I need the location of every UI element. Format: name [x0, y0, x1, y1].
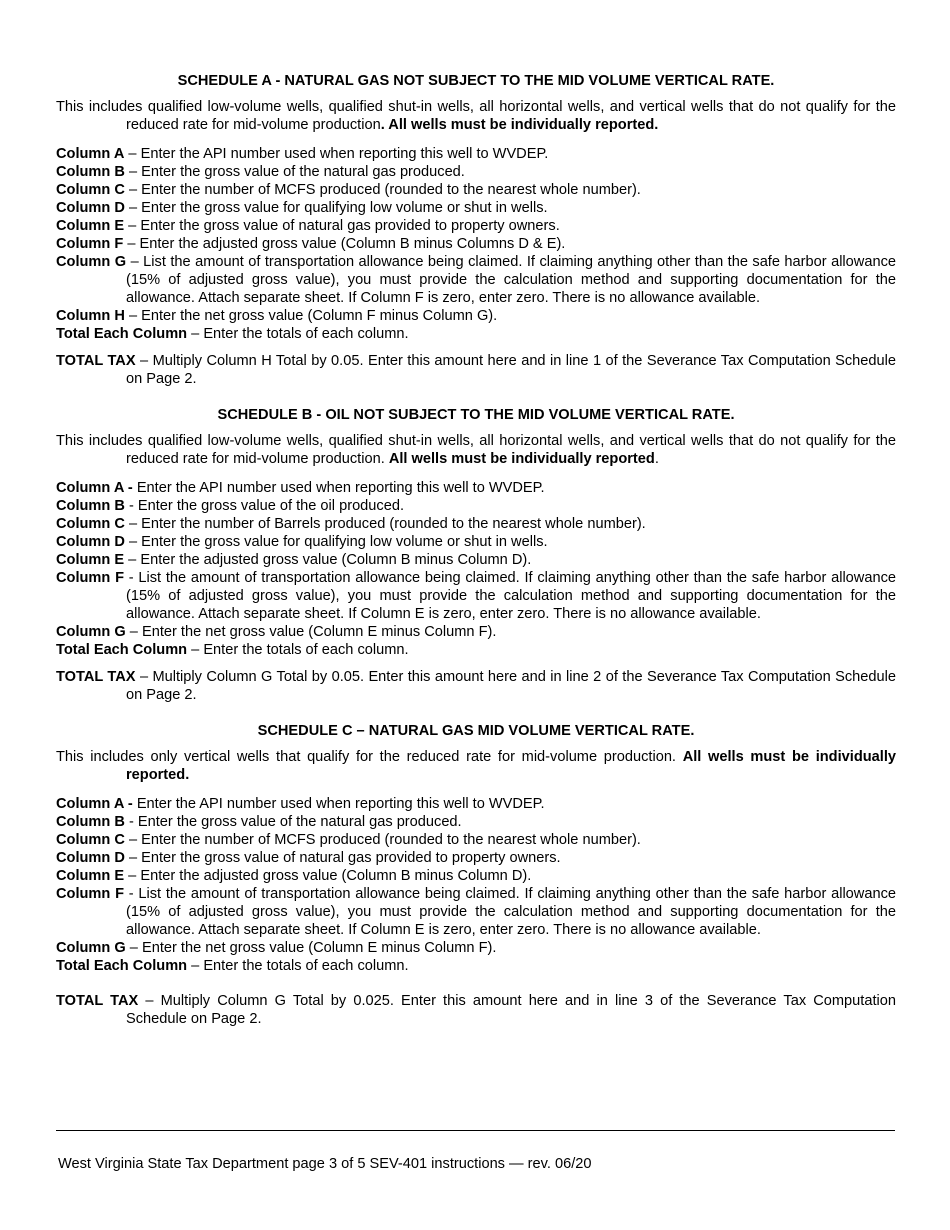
total-tax-label: TOTAL TAX	[56, 669, 136, 685]
item-sep: -	[124, 814, 138, 830]
item-text: List the amount of transportation allowance being claimed. If claiming anything other than the safe harbor allowance (15% of adjusted gross value), you must provide the calculation method and supporting documentation for the allowance. Attach separate sheet. If Column E is zero, enter zero. There is no allowance available.	[126, 570, 896, 622]
schedule-c-column-g	[56, 939, 896, 957]
schedule-c-column-c	[56, 831, 896, 849]
item-sep: -	[124, 498, 138, 514]
item-sep: –	[187, 326, 204, 342]
item-label: Column C	[56, 832, 125, 848]
footer-divider	[56, 1130, 895, 1131]
total-tax-text: – Multiply Column G Total by 0.05. Enter this amount here and in line 2 of the Severance Tax Computation Schedule on Page 2.	[126, 669, 896, 703]
item-text: Enter the number of MCFS produced (rounded to the nearest whole number).	[141, 182, 641, 198]
item-text: Enter the net gross value (Column F minus Column G).	[141, 308, 498, 324]
item-text: Enter the totals of each column.	[203, 326, 409, 342]
schedule-a-column-f	[56, 235, 896, 253]
schedule-a-column-g	[56, 253, 896, 307]
item-label: Column E	[56, 868, 125, 884]
item-sep: –	[187, 642, 204, 658]
schedule-c-column-e	[56, 867, 896, 885]
item-text: Enter the gross value for qualifying low volume or shut in wells.	[141, 200, 548, 216]
item-text: Enter the totals of each column.	[203, 958, 409, 974]
item-label: Column C	[56, 516, 125, 532]
schedule-a-column-a	[56, 145, 896, 163]
schedule-c-column-b	[56, 813, 896, 831]
schedule-b-title: SCHEDULE B - OIL NOT SUBJECT TO THE MID VOLUME VERTICAL RATE.	[217, 407, 735, 423]
schedule-a-intro	[56, 98, 896, 134]
item-label: Column B	[56, 164, 125, 180]
item-sep: –	[123, 236, 140, 252]
item-sep: –	[125, 624, 142, 640]
item-label: Column E	[56, 218, 125, 234]
schedule-b-intro-text: This includes qualified low-volume wells, qualified shut-in wells, all horizontal wells, and vertical wells that do not qualify for the reduced rate for mid-volume production.	[56, 433, 896, 467]
instructions-page	[56, 72, 896, 1028]
schedule-a-total-each-column	[56, 325, 896, 343]
item-label: Total Each Column	[56, 326, 188, 342]
schedule-c-column-d	[56, 849, 896, 867]
item-text: Enter the API number used when reporting this well to WVDEP.	[140, 146, 549, 162]
schedule-a	[56, 72, 896, 388]
item-label: Column C	[56, 182, 125, 198]
schedule-c-column-a	[56, 795, 896, 813]
item-label: Column F	[56, 236, 124, 252]
item-label: Column D	[56, 850, 125, 866]
item-text: Enter the API number used when reporting this well to WVDEP.	[136, 796, 545, 812]
item-sep: –	[124, 164, 142, 180]
schedule-a-intro-bold: . All wells must be individually reported.	[380, 117, 659, 133]
item-label: Column D	[56, 534, 125, 550]
schedule-a-column-e	[56, 217, 896, 235]
item-sep: –	[125, 940, 142, 956]
item-label: Column G	[56, 254, 127, 270]
schedule-c-total-each-column	[56, 957, 896, 975]
item-text: Enter the gross value of the oil produced.	[137, 498, 404, 514]
total-tax-label: TOTAL TAX	[56, 993, 139, 1009]
item-label: Column F	[56, 570, 124, 586]
schedule-b-intro-tail: .	[654, 451, 659, 467]
schedule-c-intro-text: This includes only vertical wells that qualify for the reduced rate for mid-volume production.	[56, 749, 683, 765]
item-text: Enter the gross value for qualifying low volume or shut in wells.	[141, 534, 548, 550]
item-sep: –	[124, 552, 141, 568]
item-label: Column B	[56, 814, 125, 830]
item-text: Enter the net gross value (Column E minus Column F).	[141, 624, 497, 640]
total-tax-text: – Multiply Column H Total by 0.05. Enter this amount here and in line 1 of the Severance Tax Computation Schedule on Page 2.	[126, 353, 896, 387]
schedule-b-intro-bold: All wells must be individually reported	[388, 451, 655, 467]
schedule-a-column-c	[56, 181, 896, 199]
schedule-a-total-tax	[56, 352, 896, 388]
item-label: Column D	[56, 200, 125, 216]
page-footer: West Virginia State Tax Department page 3 of 5 SEV-401 instructions — rev. 06/20	[58, 1156, 592, 1172]
item-sep: –	[124, 850, 142, 866]
schedule-c-column-f	[56, 885, 896, 939]
item-sep: –	[124, 182, 142, 198]
item-text: Enter the adjusted gross value (Column B minus Column D).	[140, 552, 532, 568]
schedule-b	[56, 406, 896, 704]
item-sep: –	[124, 218, 141, 234]
schedule-b-column-g	[56, 623, 896, 641]
item-text: Enter the gross value of the natural gas produced.	[141, 164, 465, 180]
schedule-b-total-each-column	[56, 641, 896, 659]
item-label: Column G	[56, 940, 126, 956]
total-tax-text: – Multiply Column G Total by 0.025. Enter this amount here and in line 3 of the Severance Tax Computation Schedule on Page 2.	[126, 993, 896, 1027]
item-sep: –	[124, 868, 141, 884]
item-sep: –	[126, 254, 144, 270]
item-text: Enter the totals of each column.	[203, 642, 409, 658]
item-sep: -	[124, 886, 139, 902]
item-text: Enter the gross value of natural gas provided to property owners.	[141, 850, 561, 866]
schedule-c-intro	[56, 748, 896, 784]
item-text: Enter the number of Barrels produced (rounded to the nearest whole number).	[141, 516, 646, 532]
item-label: Total Each Column	[56, 958, 188, 974]
schedule-b-total-tax	[56, 668, 896, 704]
schedule-a-column-d	[56, 199, 896, 217]
item-text: Enter the adjusted gross value (Column B minus Columns D & E).	[139, 236, 566, 252]
item-label: Column A -	[56, 480, 133, 496]
item-label: Total Each Column	[56, 642, 188, 658]
item-text: Enter the gross value of the natural gas produced.	[137, 814, 462, 830]
item-sep: –	[124, 146, 141, 162]
item-sep: –	[124, 200, 142, 216]
item-sep: –	[187, 958, 204, 974]
item-label: Column B	[56, 498, 125, 514]
schedule-b-column-e	[56, 551, 896, 569]
schedule-c-total-tax	[56, 992, 896, 1028]
item-text: List the amount of transportation allowance being claimed. If claiming anything other than the safe harbor allowance (15% of adjusted gross value), you must provide the calculation method and supporting documentation for the allowance. Attach separate sheet. If Column F is zero, enter zero. There is no allowance available.	[126, 254, 896, 306]
total-tax-label: TOTAL TAX	[56, 353, 136, 369]
schedule-b-column-f	[56, 569, 896, 623]
schedule-a-column-h	[56, 307, 896, 325]
schedule-b-column-c	[56, 515, 896, 533]
item-text: Enter the adjusted gross value (Column B minus Column D).	[140, 868, 532, 884]
schedule-a-title: SCHEDULE A - NATURAL GAS NOT SUBJECT TO THE MID VOLUME VERTICAL RATE.	[177, 73, 775, 89]
schedule-b-column-d	[56, 533, 896, 551]
item-label: Column A -	[56, 796, 133, 812]
schedule-b-column-b	[56, 497, 896, 515]
schedule-b-intro	[56, 432, 896, 468]
item-text: Enter the API number used when reporting this well to WVDEP.	[136, 480, 545, 496]
item-sep: –	[124, 308, 142, 324]
item-sep: –	[124, 534, 142, 550]
item-text: Enter the gross value of natural gas provided to property owners.	[140, 218, 560, 234]
schedule-c-title: SCHEDULE C – NATURAL GAS MID VOLUME VERTICAL RATE.	[257, 723, 695, 739]
item-text: Enter the number of MCFS produced (rounded to the nearest whole number).	[141, 832, 641, 848]
schedule-c-intro-bold: All wells must be individually reported.	[126, 749, 896, 783]
item-label: Column F	[56, 886, 124, 902]
item-sep: –	[124, 516, 142, 532]
item-label: Column E	[56, 552, 125, 568]
item-text: List the amount of transportation allowance being claimed. If claiming anything other than the safe harbor allowance (15% of adjusted gross value), you must provide the calculation method and supporting documentation for the allowance. Attach separate sheet. If Column E is zero, enter zero. There is no allowance available.	[126, 886, 896, 938]
item-sep: -	[124, 570, 139, 586]
item-label: Column A	[56, 146, 125, 162]
item-text: Enter the net gross value (Column E minus Column F).	[141, 940, 497, 956]
schedule-c	[56, 722, 896, 1028]
item-label: Column H	[56, 308, 125, 324]
schedule-a-intro-text: This includes qualified low-volume wells, qualified shut-in wells, all horizontal wells, and vertical wells that do not qualify for the reduced rate for mid-volume production	[56, 99, 896, 133]
schedule-a-column-b	[56, 163, 896, 181]
item-label: Column G	[56, 624, 126, 640]
item-sep: –	[124, 832, 142, 848]
schedule-b-column-a	[56, 479, 896, 497]
